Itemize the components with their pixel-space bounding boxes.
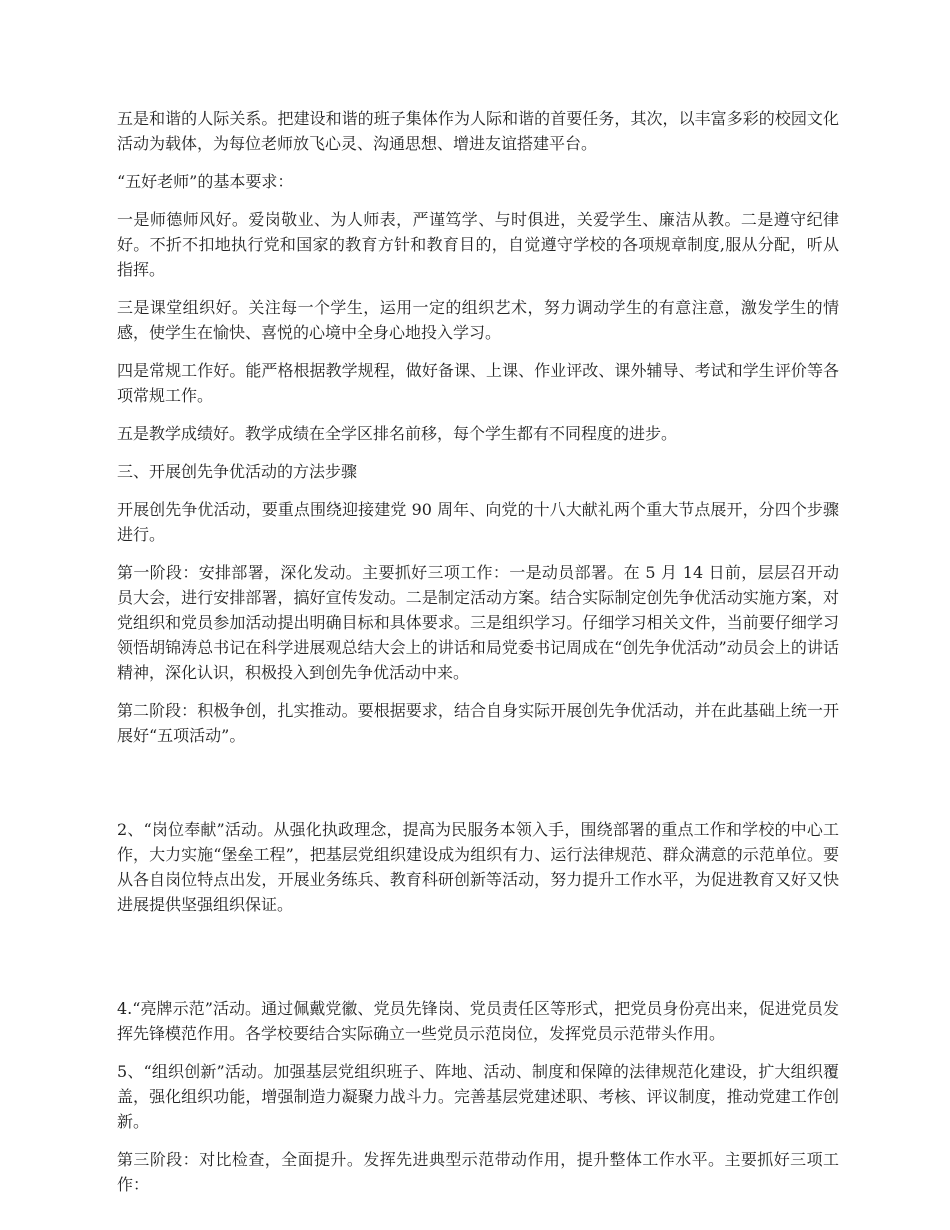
paragraph-stage-three: 第三阶段：对比检查，全面提升。发挥先进典型示范带动作用，提升整体工作水平。主要抓好三项工作： xyxy=(117,1150,839,1194)
paragraph-stage-two: 第二阶段：积极争创，扎实推动。要根据要求，结合自身实际开展创先争优活动，并在此基础上统一开展好“五项活动”。 xyxy=(117,701,839,745)
document-body xyxy=(117,106,839,1210)
paragraph-routine-work: 四是常规工作好。能严格根据教学规程，做好备课、上课、作业评改、课外辅导、考试和学生评价等各项常规工作。 xyxy=(117,361,839,405)
paragraph-organization-innovation: 5、“组织创新”活动。加强基层党组织班子、阵地、活动、制度和保障的法律规范化建设，扩大组织覆盖，强化组织功能，增强制造力凝聚力战斗力。完善基层党建述职、考核、评议制度，推动党建工作创新。 xyxy=(117,1062,839,1131)
blank-gap xyxy=(117,930,839,996)
paragraph-five-good-teachers-heading: “五好老师”的基本要求： xyxy=(117,172,294,191)
paragraph-classroom-organization: 三是课堂组织好。关注每一个学生，运用一定的组织艺术，努力调动学生的有意注意，激发学生的情感，使学生在愉快、喜悦的心境中全身心地投入学习。 xyxy=(117,298,839,342)
paragraph-teaching-results: 五是教学成绩好。教学成绩在全学区排名前移，每个学生都有不同程度的进步。 xyxy=(117,424,678,443)
paragraph-harmonious-relations: 五是和谐的人际关系。把建设和谐的班子集体作为人际和谐的首要任务，其次，以丰富多彩的校园文化活动为载体，为每位老师放飞心灵、沟通思想、增进友谊搭建平台。 xyxy=(117,109,839,153)
paragraph-four-steps-intro: 开展创先争优活动，要重点围绕迎接建党 90 周年、向党的十八大献礼两个重大节点展开，分四个步骤进行。 xyxy=(117,500,839,544)
paragraph-ethics-discipline: 一是师德师风好。爱岗敬业、为人师表，严谨笃学、与时俱进，关爱学生、廉洁从教。二是遵守纪律好。不折不扣地执行党和国家的教育方针和教育目的，自觉遵守学校的各项规章制度,服从分配，听从指挥。 xyxy=(117,210,839,279)
paragraph-badge-demonstration: 4.“亮牌示范”活动。通过佩戴党徽、党员先锋岗、党员责任区等形式，把党员身份亮出来，促进党员发挥先锋模范作用。各学校要结合实际确立一些党员示范岗位，发挥党员示范带头作用。 xyxy=(117,999,839,1043)
paragraph-post-dedication: 2、“岗位奉献”活动。从强化执政理念，提高为民服务本领入手，围绕部署的重点工作和学校的中心工作，大力实施“堡垒工程”，把基层党组织建设成为组织有力、运行法律规范、群众满意的示范单位。要从各自岗位特点出发，开展业务练兵、教育科研创新等活动，努力提升工作水平，为促进教育又好又快进展提供坚强组织保证。 xyxy=(117,820,839,914)
blank-gap xyxy=(117,761,839,817)
section-heading-method-steps: 三、开展创先争优活动的方法步骤 xyxy=(117,462,358,481)
paragraph-stage-one: 第一阶段：安排部署，深化发动。主要抓好三项工作：一是动员部署。在 5 月 14 日前，层层召开动员大会，进行安排部署，搞好宣传发动。二是制定活动方案。结合实际制定创先争优活动实施方案，对党组织和党员参加活动提出明确目标和具体要求。三是组织学习。仔细学习相关文件，当前要仔细学习领悟胡锦涛总书记在科学进展观总结大会上的讲话和局党委书记周成在“创先争优活动”动员会上的讲话精神，深化认识，积极投入到创先争优活动中来。 xyxy=(117,563,839,682)
